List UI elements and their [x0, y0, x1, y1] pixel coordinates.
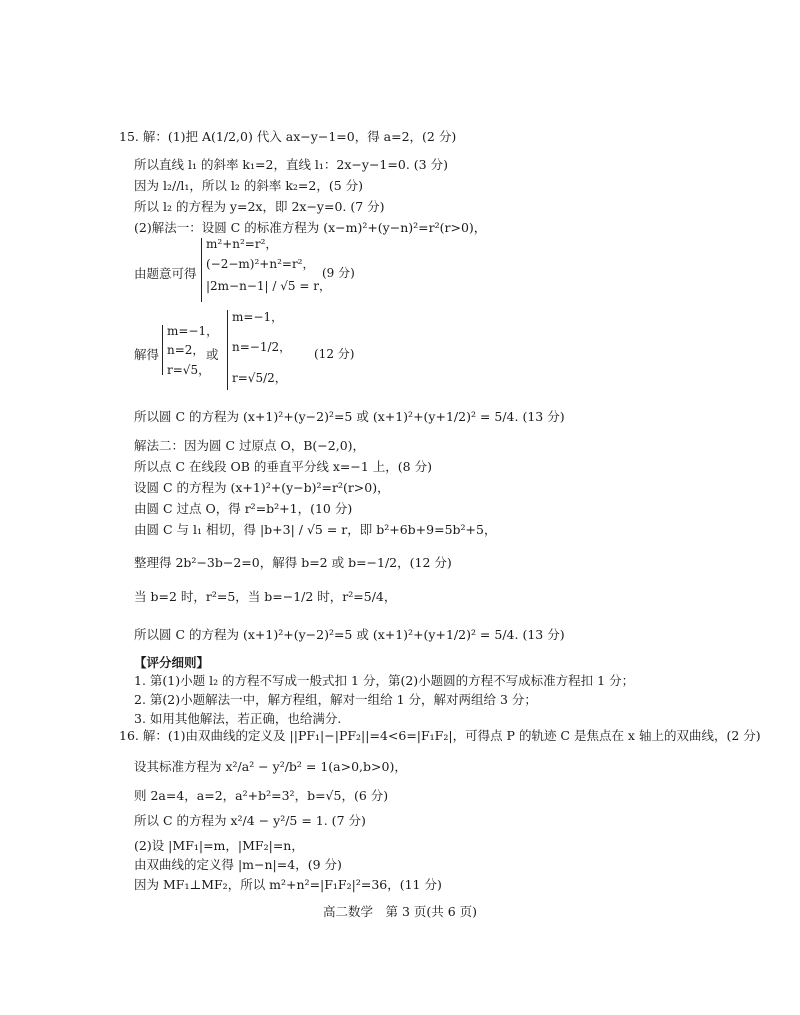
rubric-title: 【评分细则】 [134, 655, 210, 670]
solution2-m: m=−1， [232, 310, 284, 324]
rubric-item-3: 3. 如用其他解法，若正确，也给满分. [134, 711, 342, 726]
p15-line-2: 所以直线 l₁ 的斜率 k₁=2，直线 l₁：2x−y−1=0. (3 分) [134, 157, 448, 172]
page-footer: 高二数学 第 3 页(共 6 页) [322, 904, 478, 919]
solutions-intro: 解得 [134, 347, 160, 362]
system1-score: (9 分) [322, 266, 355, 280]
p15-line-9: 设圆 C 的方程为 (x+1)²+(y−b)²=r²(r>0)， [134, 480, 390, 495]
p15-line-4: 所以 l₂ 的方程为 y=2x，即 2x−y=0. (7 分) [134, 199, 385, 214]
solutions-score: (12 分) [314, 347, 355, 361]
solution2-r: r=√5/2， [232, 371, 287, 385]
rubric-item-2: 2. 第(2)小题解法一中，解方程组，解对一组给 1 分，解对两组给 3 分； [134, 692, 537, 707]
p15-line-8: 所以点 C 在线段 OB 的垂直平分线 x=−1 上，(8 分) [134, 459, 432, 474]
p15-line-10: 由圆 C 过点 O，得 r²=b²+1，(10 分) [134, 501, 353, 516]
solution2-n: n=−1/2， [232, 340, 292, 354]
p16-line-3: 则 2a=4，a=2，a²+b²=3²，b=√5，(6 分) [134, 788, 389, 803]
p15-line-1: 15. 解：(1)把 A(1/2,0) 代入 ax−y−1=0，得 a=2，(2 分) [119, 129, 457, 144]
solution1-m: m=−1， [167, 324, 219, 338]
solutions-or: 或 [206, 347, 219, 362]
system1-eq-2: (−2−m)²+n²=r²， [206, 257, 315, 271]
rubric-item-1: 1. 第(1)小题 l₂ 的方程不写成一般式扣 1 分，第(2)小题圆的方程不写成标准方程扣 1 分； [134, 673, 635, 688]
p15-line-14: 所以圆 C 的方程为 (x+1)²+(y−2)²=5 或 (x+1)²+(y+1/2)² = 5/4. (13 分) [134, 627, 565, 642]
p15-line-3: 因为 l₂//l₁，所以 l₂ 的斜率 k₂=2，(5 分) [134, 178, 364, 193]
p15-line-13: 当 b=2 时，r²=5，当 b=−1/2 时，r²=5/4， [134, 589, 397, 604]
p16-line-1: 16. 解：(1)由双曲线的定义及 ||PF₁|−|PF₂||=4<6=|F₁F₂|，可得点 P 的轨迹 C 是焦点在 x 轴上的双曲线，(2 分) [119, 728, 761, 743]
p15-line-12: 整理得 2b²−3b−2=0，解得 b=2 或 b=−1/2，(12 分) [134, 555, 452, 570]
p16-line-7: 因为 MF₁⊥MF₂，所以 m²+n²=|F₁F₂|²=36，(11 分) [134, 877, 442, 892]
system1-eq-1: m²+n²=r²， [206, 237, 278, 251]
p16-line-2: 设其标准方程为 x²/a² − y²/b² = 1(a>0,b>0)， [134, 759, 407, 774]
p16-line-5: (2)设 |MF₁|=m，|MF₂|=n， [134, 838, 304, 853]
p15-line-6: 所以圆 C 的方程为 (x+1)²+(y−2)²=5 或 (x+1)²+(y+1/2)² = 5/4. (13 分) [134, 409, 565, 424]
p16-line-6: 由双曲线的定义得 |m−n|=4，(9 分) [134, 857, 342, 872]
p16-line-4: 所以 C 的方程为 x²/4 − y²/5 = 1. (7 分) [134, 813, 366, 828]
p15-line-5: (2)解法一：设圆 C 的标准方程为 (x−m)²+(y−n)²=r²(r>0)， [134, 220, 487, 235]
system1-intro: 由题意可得 [134, 266, 197, 281]
solution1-r: r=√5， [167, 363, 211, 377]
p15-line-7: 解法二：因为圆 C 过原点 O，B(−2,0)， [134, 438, 366, 453]
system1-eq-3: |2m−n−1| / √5 = r， [206, 279, 331, 293]
p15-line-11: 由圆 C 与 l₁ 相切，得 |b+3| / √5 = r，即 b²+6b+9=5b²+5， [134, 522, 497, 537]
solution1-n: n=2， [167, 343, 205, 357]
